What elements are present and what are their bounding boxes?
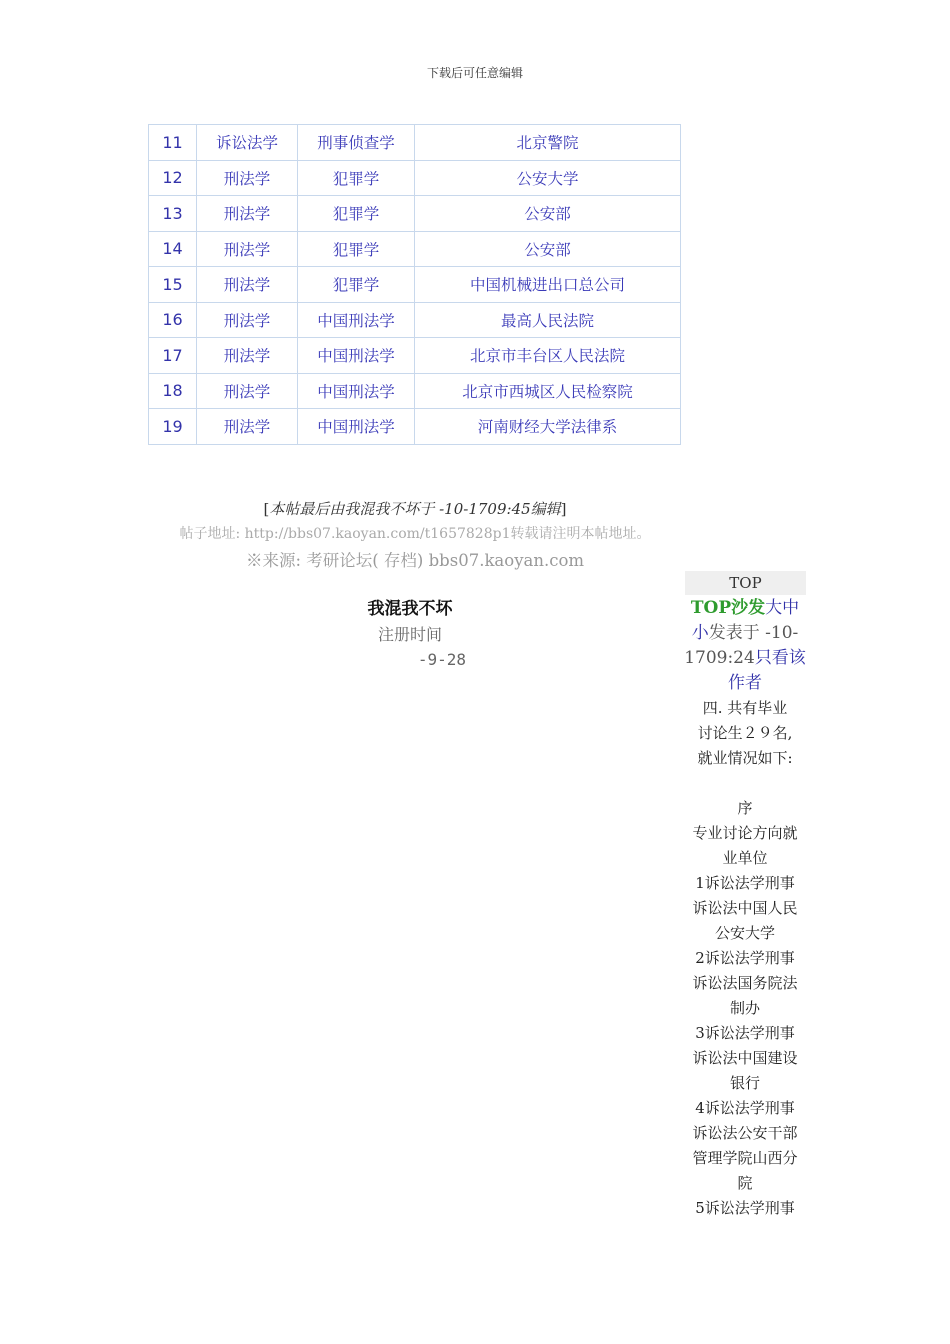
font-size-small[interactable]: 小 xyxy=(691,623,709,643)
content-line: 银行 xyxy=(729,1074,760,1092)
cell-row-number: 11 xyxy=(149,125,197,161)
table-row xyxy=(149,267,681,303)
table-row xyxy=(149,302,681,338)
author-panel xyxy=(300,597,520,672)
edit-note-open: [ xyxy=(263,500,270,518)
content-line xyxy=(684,771,806,796)
cell-major: 刑法学 xyxy=(197,196,298,232)
font-size-mid[interactable]: 中 xyxy=(782,598,800,618)
edit-note-close: ] xyxy=(560,500,567,518)
author-name[interactable]: 我混我不坏 xyxy=(367,599,453,619)
cell-employer: 公安部 xyxy=(415,196,681,232)
content-line: 序 xyxy=(737,799,753,817)
cell-row-number: 12 xyxy=(149,160,197,196)
post-address: 帖子地址: http://bbs07.kaoyan.com/t1657828p1转载请注明本帖地址。 xyxy=(179,526,651,542)
cell-employer: 北京警院 xyxy=(415,125,681,161)
cell-research-direction: 中国刑法学 xyxy=(298,338,415,374)
cell-row-number: 16 xyxy=(149,302,197,338)
post-actions xyxy=(684,596,806,696)
content-line: 诉讼法国务院法 xyxy=(692,974,798,992)
cell-major: 刑法学 xyxy=(197,160,298,196)
content-line: 制办 xyxy=(729,999,760,1017)
top-link[interactable]: TOP xyxy=(690,598,732,618)
cell-employer: 北京市西城区人民检察院 xyxy=(415,373,681,409)
cell-research-direction: 中国刑法学 xyxy=(298,302,415,338)
cell-major: 刑法学 xyxy=(197,373,298,409)
cell-research-direction: 刑事侦查学 xyxy=(298,125,415,161)
table-row xyxy=(149,373,681,409)
cell-employer: 最高人民法院 xyxy=(415,302,681,338)
content-line: 4诉讼法学刑事 xyxy=(695,1099,795,1117)
top-button[interactable]: TOP xyxy=(685,571,806,595)
cell-major: 刑法学 xyxy=(197,267,298,303)
cell-research-direction: 中国刑法学 xyxy=(298,409,415,445)
cell-major: 刑法学 xyxy=(197,409,298,445)
cell-row-number: 14 xyxy=(149,231,197,267)
content-line: 业单位 xyxy=(722,849,768,867)
registered-label: 注册时间 xyxy=(377,625,442,644)
content-line: 专业讨论方向就 xyxy=(692,824,798,842)
cell-row-number: 18 xyxy=(149,373,197,409)
sofa-label: 沙发 xyxy=(731,598,766,618)
content-line: 诉讼法中国人民 xyxy=(692,899,798,917)
page-header: 下载后可任意编辑 xyxy=(426,66,523,80)
cell-employer: 河南财经大学法律系 xyxy=(415,409,681,445)
cell-row-number: 13 xyxy=(149,196,197,232)
cell-row-number: 15 xyxy=(149,267,197,303)
cell-major: 刑法学 xyxy=(197,231,298,267)
cell-row-number: 17 xyxy=(149,338,197,374)
table-row xyxy=(149,196,681,232)
font-size-big[interactable]: 大 xyxy=(765,598,783,618)
cell-research-direction: 犯罪学 xyxy=(298,196,415,232)
content-line: 讨论生２９名, xyxy=(697,724,793,742)
cell-employer: 公安部 xyxy=(415,231,681,267)
content-line: 5诉讼法学刑事 xyxy=(695,1199,795,1217)
post-body xyxy=(684,596,806,1221)
cell-research-direction: 犯罪学 xyxy=(298,160,415,196)
cell-major: 刑法学 xyxy=(197,302,298,338)
only-author-link[interactable]: 只看该作者 xyxy=(728,648,806,693)
cell-employer: 北京市丰台区人民法院 xyxy=(415,338,681,374)
table-row xyxy=(149,125,681,161)
content-line: 1诉讼法学刑事 xyxy=(695,874,795,892)
table-row xyxy=(149,338,681,374)
content-line: 就业情况如下: xyxy=(697,749,793,767)
cell-row-number: 19 xyxy=(149,409,197,445)
content-line: 公安大学 xyxy=(714,924,775,942)
cell-research-direction: 中国刑法学 xyxy=(298,373,415,409)
source-line: ※来源: 考研论坛( 存档) bbs07.kaoyan.com xyxy=(245,551,585,570)
table-row xyxy=(149,160,681,196)
registered-date: -9-28 xyxy=(417,650,466,669)
content-line: 管理学院山西分 xyxy=(692,1149,798,1167)
edit-note xyxy=(0,498,830,519)
cell-employer: 中国机械进出口总公司 xyxy=(415,267,681,303)
cell-research-direction: 犯罪学 xyxy=(298,231,415,267)
edit-note-text: 本帖最后由我混我不坏于 -10-1709:45编辑 xyxy=(269,500,561,518)
cell-research-direction: 犯罪学 xyxy=(298,267,415,303)
posted-at: 发表于 -10-1709:24 xyxy=(684,623,799,668)
content-line: 2诉讼法学刑事 xyxy=(695,949,795,967)
content-line: 四. 共有毕业 xyxy=(702,699,788,717)
cell-employer: 公安大学 xyxy=(415,160,681,196)
content-line: 诉讼法中国建设 xyxy=(692,1049,798,1067)
content-line: 诉讼法公安干部 xyxy=(692,1124,798,1142)
table-row xyxy=(149,231,681,267)
cell-major: 诉讼法学 xyxy=(197,125,298,161)
cell-major: 刑法学 xyxy=(197,338,298,374)
content-line: 3诉讼法学刑事 xyxy=(695,1024,795,1042)
graduate-table xyxy=(148,124,681,445)
post-content xyxy=(684,696,806,1221)
table-row xyxy=(149,409,681,445)
content-line: 院 xyxy=(737,1174,753,1192)
